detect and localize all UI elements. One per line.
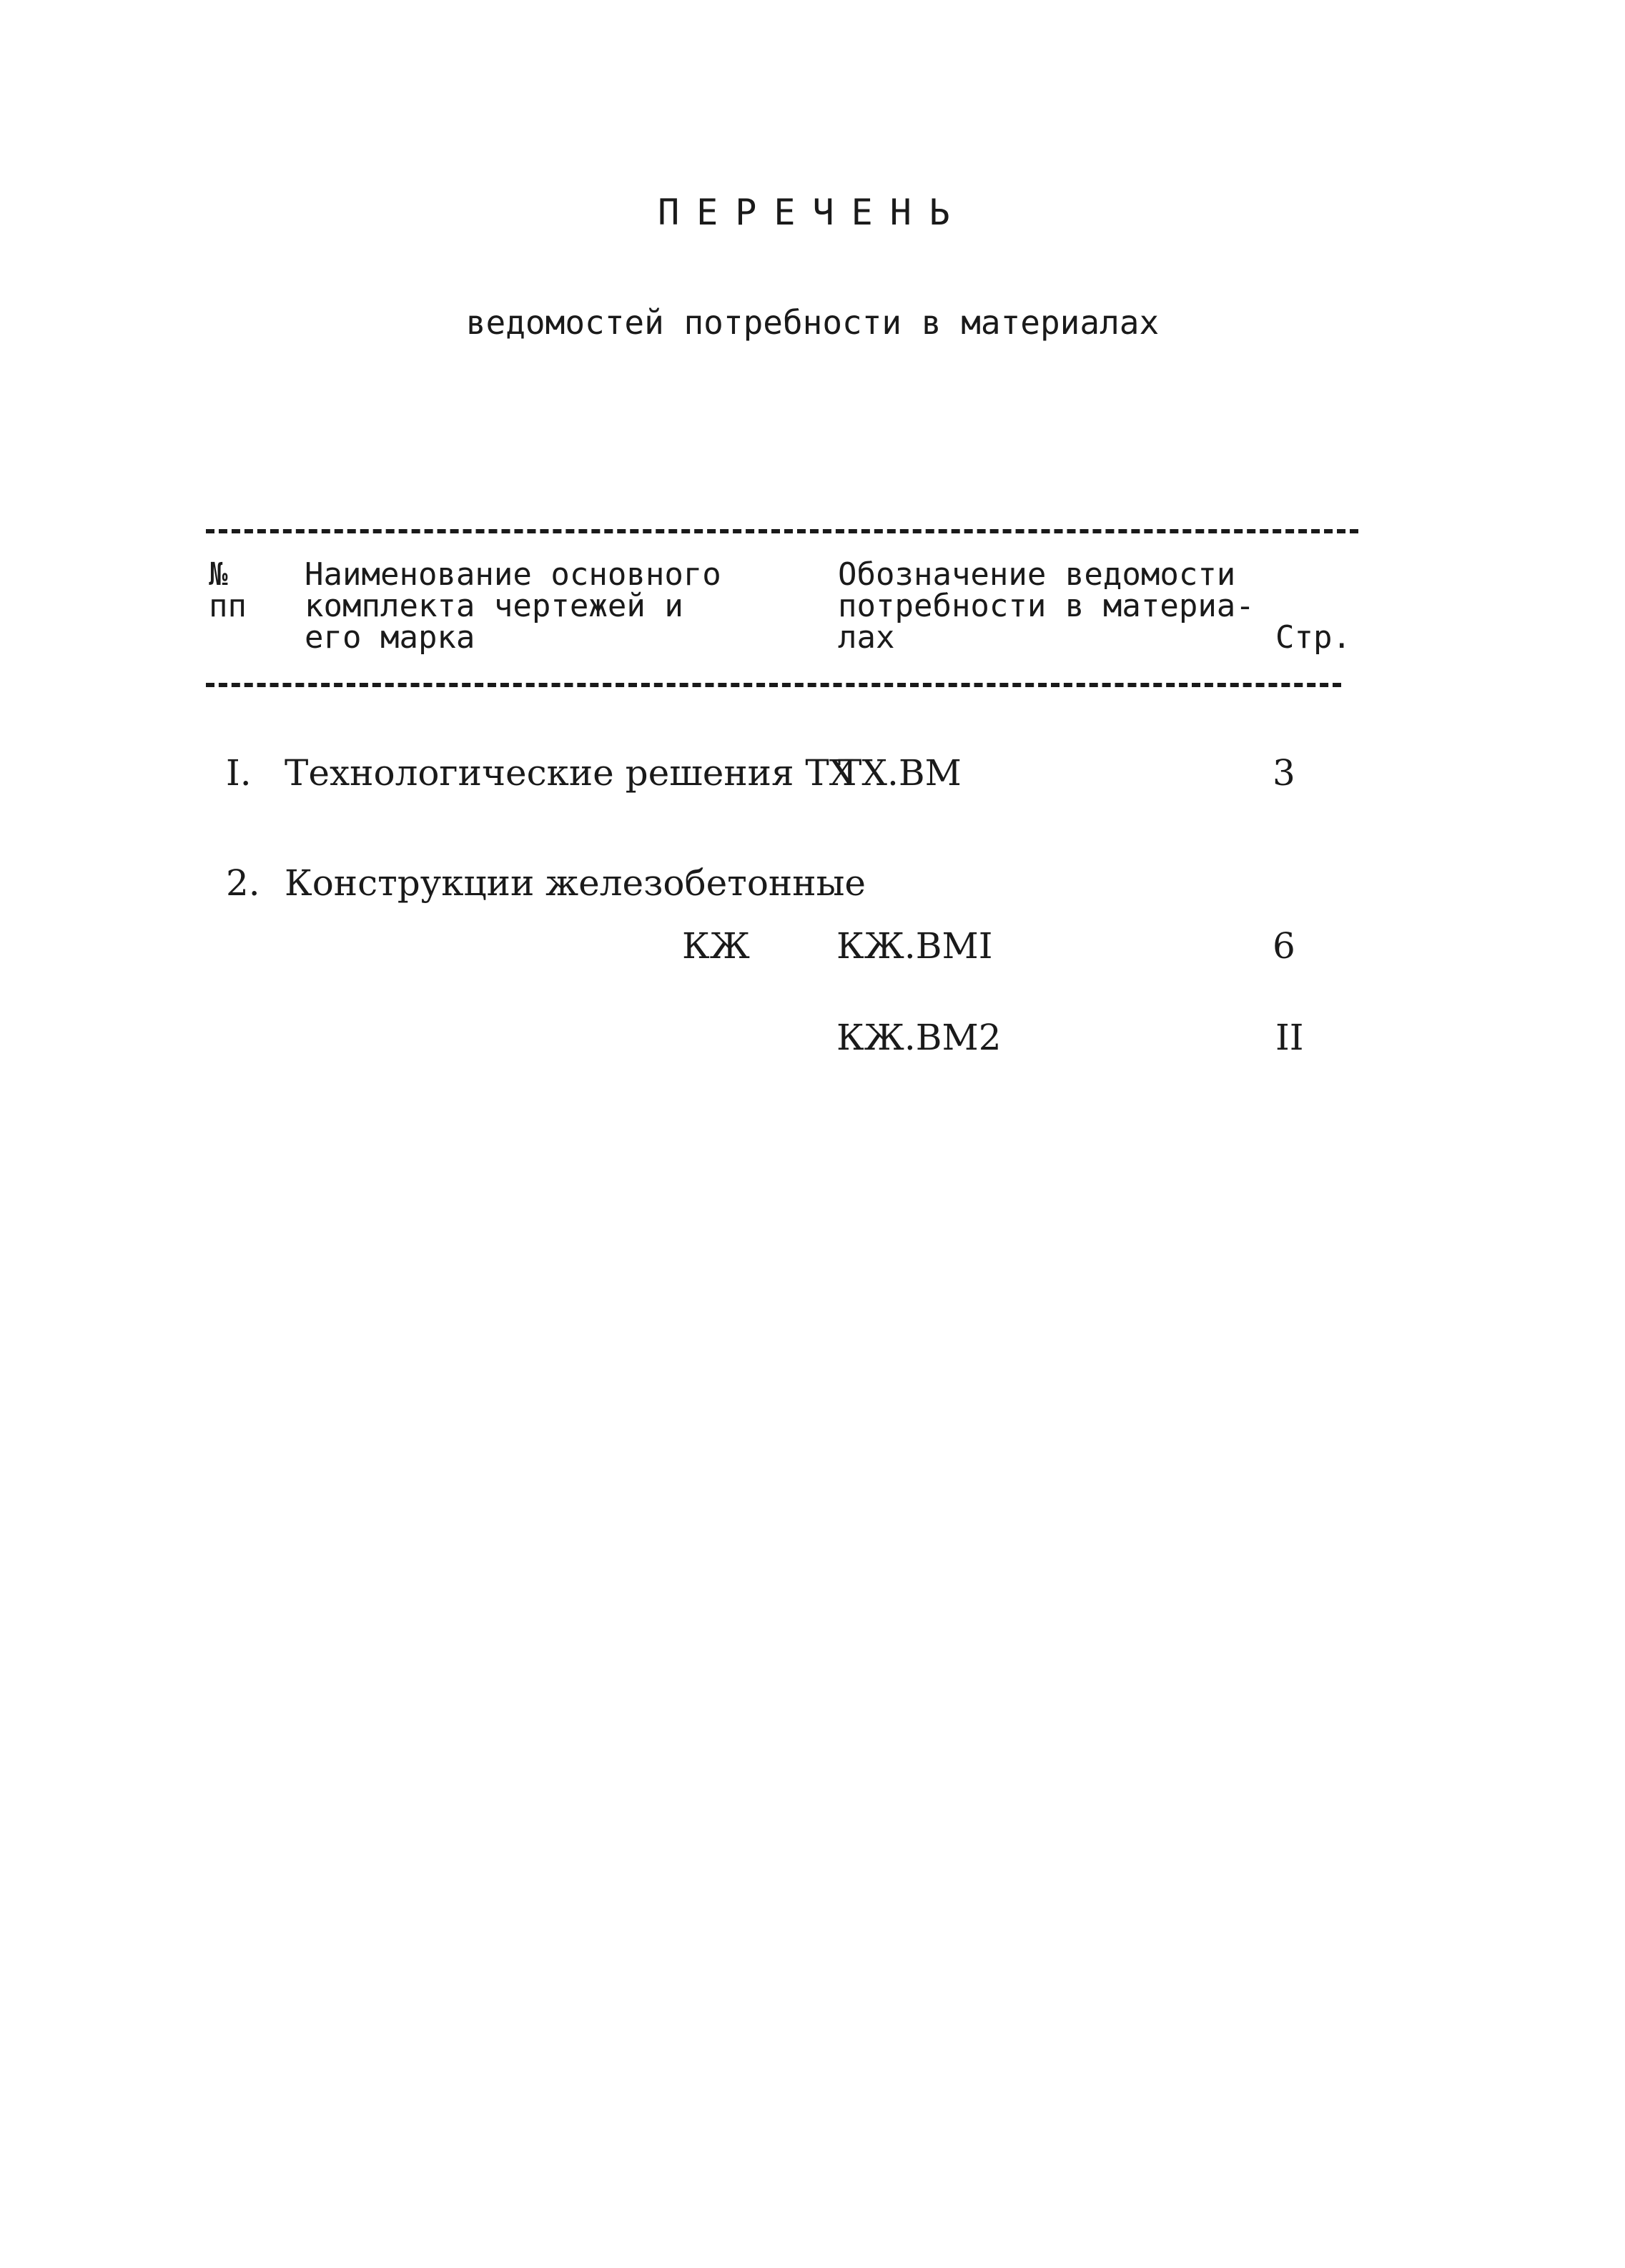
header-number-line-1: № xyxy=(209,556,228,593)
header-name-line-2: комплекта чертежей и xyxy=(305,588,683,624)
header-code-line-1: Обозначение ведомости xyxy=(838,556,1236,593)
header-code-line-2: потребности в материа- xyxy=(838,588,1255,624)
row-1-name: Технологические решения ТХ xyxy=(285,752,855,794)
document-subtitle: ведомостей потребности в материалах xyxy=(465,303,1160,342)
header-number xyxy=(209,556,247,624)
document-title: ПЕРЕЧЕНЬ xyxy=(658,192,967,233)
table-top-divider xyxy=(206,529,1358,533)
row-2-mark: КЖ xyxy=(682,925,750,967)
header-name-line-1: Наименование основного xyxy=(305,556,721,593)
row-1-number: I. xyxy=(226,752,252,794)
row-2-page-2: II xyxy=(1275,1017,1304,1058)
table-header-divider xyxy=(206,683,1341,687)
row-2-page-1: 6 xyxy=(1273,925,1295,967)
header-number-line-2: пп xyxy=(209,588,247,624)
header-name-line-3: его марка xyxy=(305,619,475,656)
header-code-line-3: лах xyxy=(838,619,895,656)
row-2-name: Конструкции железобетонные xyxy=(285,862,866,904)
row-1-page: 3 xyxy=(1273,752,1295,794)
header-page: Стр. xyxy=(1275,619,1351,656)
row-2-number: 2. xyxy=(226,862,260,904)
header-code xyxy=(838,556,1255,656)
row-2-code-1: КЖ.ВМI xyxy=(836,925,993,967)
header-name xyxy=(305,556,721,656)
row-1-code: ТХ.ВМ xyxy=(838,752,962,794)
row-2-code-2: КЖ.ВМ2 xyxy=(836,1017,1002,1058)
